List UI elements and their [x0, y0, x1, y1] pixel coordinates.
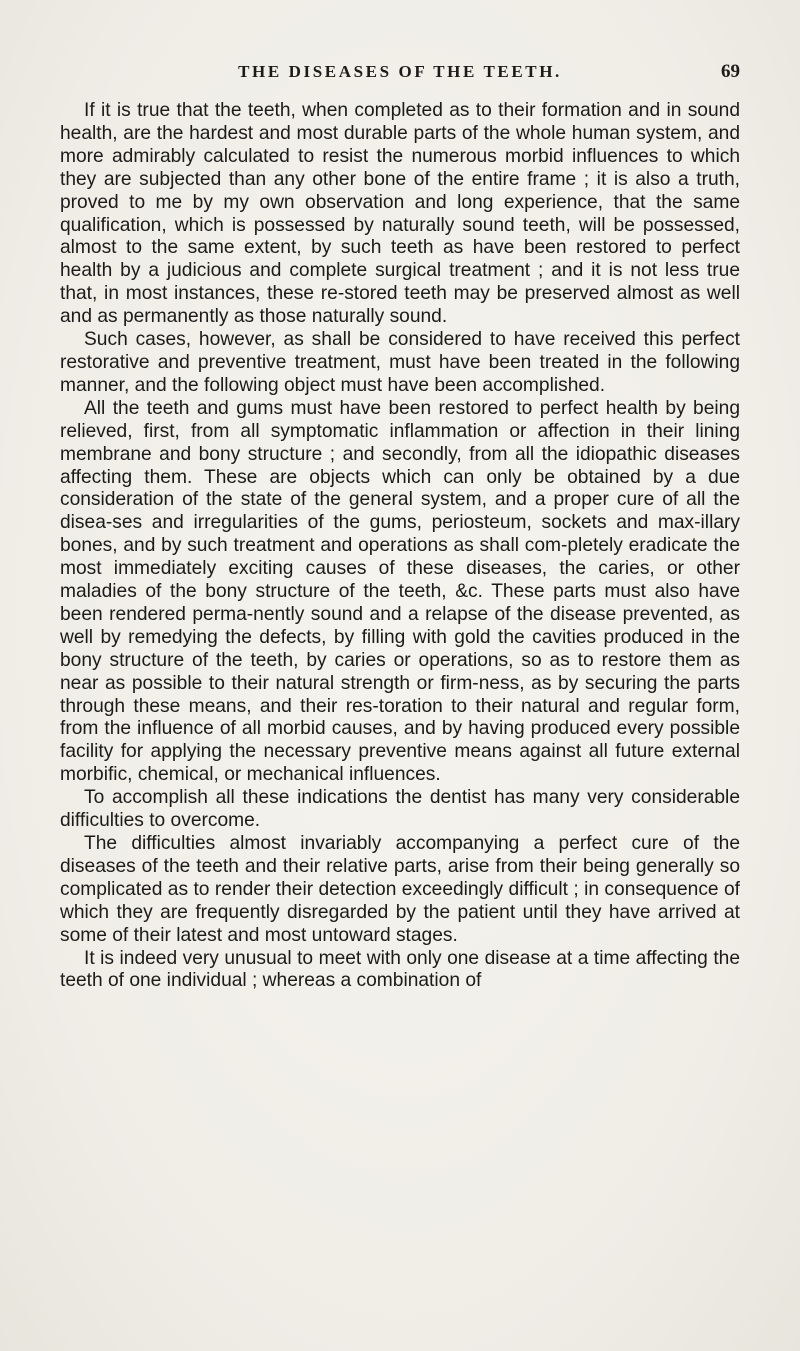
paragraph: If it is true that the teeth, when completed as to their formation and in sound health, are the hardest and most durable parts of the whole human system, and more admirably calculated to resist the numerous morbid influences to which they are subjected than any other bone of the entire frame ; it is also a truth, proved to me by my own observation and long experience, that the same qualification, which is possessed by naturally sound teeth, will be possessed, almost to the same extent, by such teeth as have been restored to perfect health by a judicious and complete surgical treatment ; and it is not less true that, in most instances, these re-stored teeth may be preserved almost as well and as permanently as those naturally sound.	[60, 100, 740, 328]
body-text	[60, 100, 740, 993]
paragraph: To accomplish all these indications the dentist has many very considerable difficulties to overcome.	[60, 787, 740, 832]
running-title: THE DISEASES OF THE TEETH.	[238, 62, 562, 81]
paragraph: It is indeed very unusual to meet with only one disease at a time affecting the teeth of one individual ; whereas a combination of	[60, 947, 740, 992]
paragraph: The difficulties almost invariably accompanying a perfect cure of the diseases of the teeth and their relative parts, arise from their being generally so complicated as to render their detection exceedingly difficult ; in consequence of which they are frequently disregarded by the patient until they have arrived at some of their latest and most untoward stages.	[60, 833, 740, 946]
running-head	[60, 58, 740, 86]
page-number: 69	[721, 61, 740, 82]
paragraph: All the teeth and gums must have been restored to perfect health by being relieved, first, from all symptomatic inflammation or affection in their lining membrane and bony structure ; and secondly, from all the idiopathic diseases affecting them. These are objects which can only be obtained by a due consideration of the state of the general system, and a proper cure of all the disea-ses and irregularities of the gums, periosteum, sockets and max-illary bones, and by such treatment and operations as shall com-pletely eradicate the most immediately exciting causes of these diseases, the caries, or other maladies of the bony structure of the teeth, &c. These parts must also have been rendered perma-nently sound and a relapse of the disease prevented, as well by remedying the defects, by filling with gold the cavities produced in the bony structure of the teeth, by caries or operations, so as to restore them as near as possible to their natural strength or firm-ness, as by securing the parts through these means, and their res-toration to their natural and regular form, from the influence of all morbid causes, and by having produced every possible facility for applying the necessary preventive means against all future external morbific, chemical, or mechanical influences.	[60, 397, 740, 786]
paragraph: Such cases, however, as shall be considered to have received this perfect restorative and preventive treatment, must have been treated in the following manner, and the following object must have been accomplished.	[60, 329, 740, 396]
